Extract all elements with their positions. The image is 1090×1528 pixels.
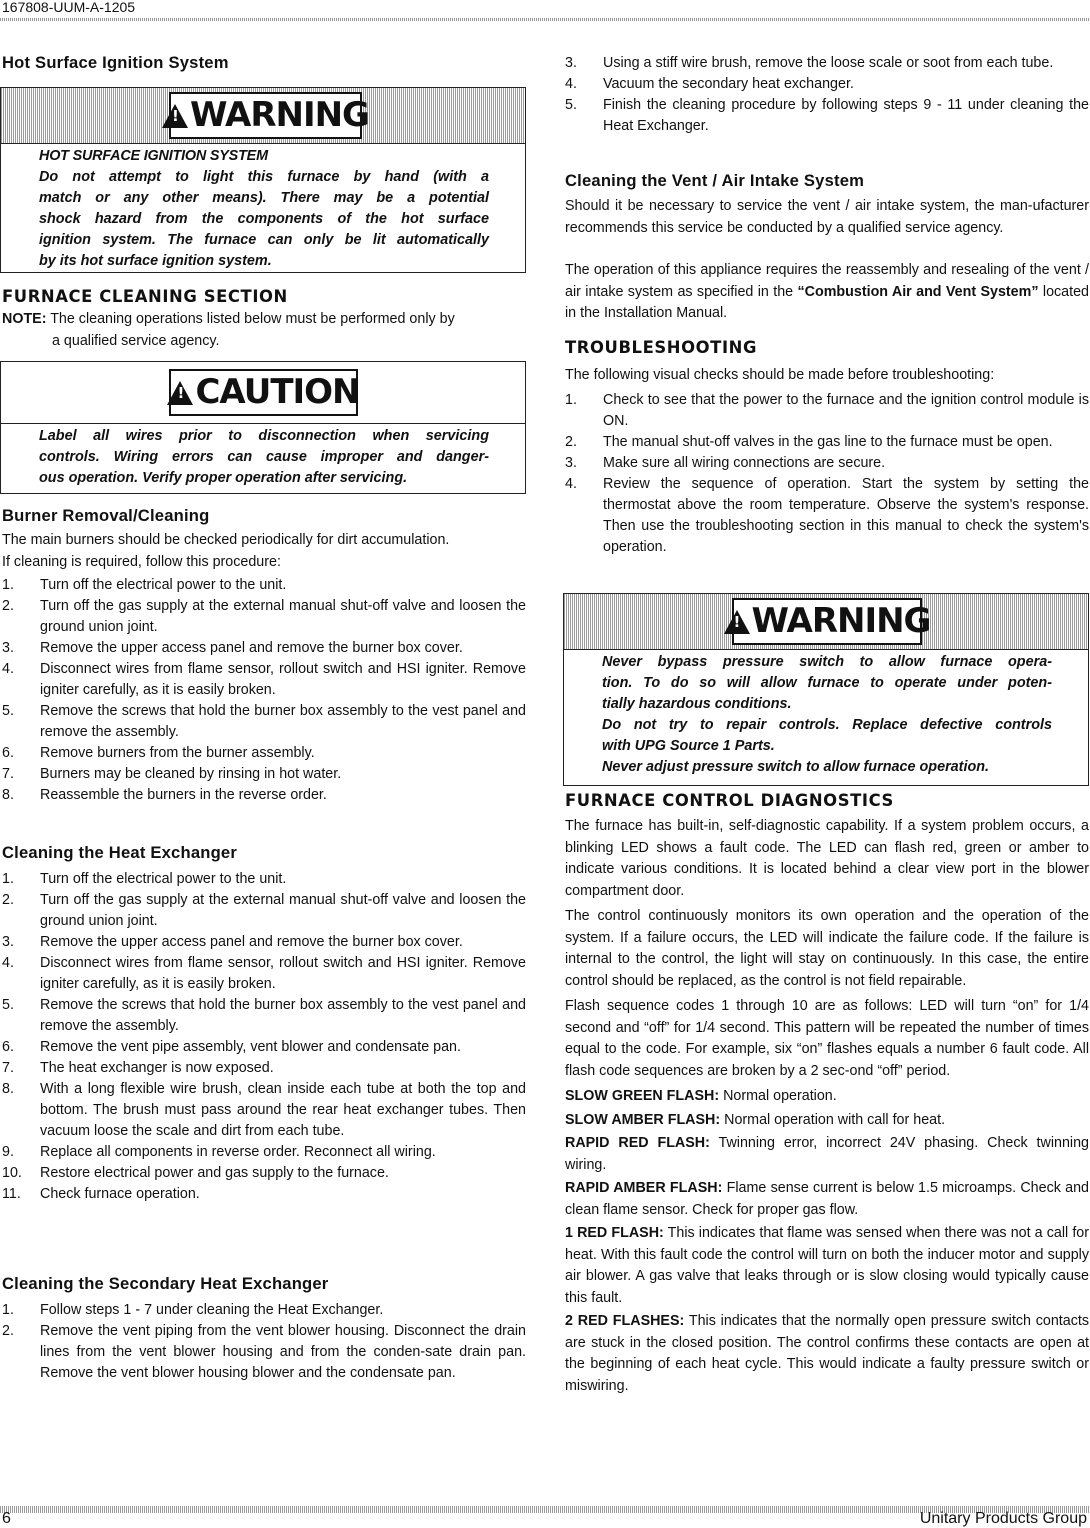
caution-line: controls. Wiring errors can cause improper and danger-	[39, 449, 489, 465]
document-id: 167808-UUM-A-1205	[2, 0, 136, 15]
step-number: 3.	[565, 455, 577, 471]
step-number: 3.	[2, 640, 14, 656]
step-number: 7.	[2, 1060, 14, 1076]
hsi-title: Hot Surface Ignition System	[2, 53, 229, 72]
list-item	[2, 1321, 526, 1384]
note-text-2: a qualified service agency.	[52, 332, 220, 349]
flash-code-label: RAPID RED FLASH:	[565, 1135, 710, 1151]
caution-line: Label all wires prior to disconnection when servicing	[39, 428, 489, 444]
burner-intro	[2, 530, 526, 573]
warning-band	[1, 88, 525, 144]
step-text: The manual shut-off valves in the gas line to the furnace must be open.	[603, 434, 1053, 450]
header-rule	[0, 18, 1090, 21]
step-text: Turn off the electrical power to the unit.	[40, 577, 287, 593]
warning-badge	[169, 92, 369, 139]
list-item	[2, 638, 526, 659]
company-name: Unitary Products Group	[919, 1510, 1087, 1527]
flash-code-label: RAPID AMBER FLASH:	[565, 1180, 723, 1196]
step-number: 6.	[2, 745, 14, 761]
vent-title: Cleaning the Vent / Air Intake System	[565, 171, 865, 190]
step-number: 8.	[2, 1081, 14, 1097]
diagnostics-paragraph: The furnace has built-in, self-diagnostic capability. If a system problem occurs, a blinking LED shows a fault code. The LED can flash red, green or amber to indicate various conditions. It is located behind a clear view port in the blower compartment door.	[565, 818, 1089, 899]
step-number: 5.	[2, 997, 14, 1013]
step-number: 6.	[2, 1039, 14, 1055]
warning-line: tion. To do so will allow furnace to operate under poten-	[602, 675, 1052, 691]
list-item	[565, 390, 1089, 432]
list-item	[2, 1079, 526, 1142]
step-number: 5.	[2, 703, 14, 719]
list-item	[565, 53, 1089, 74]
caution-label: CAUTION	[195, 372, 360, 412]
step-text: Check furnace operation.	[40, 1186, 200, 1202]
list-item	[2, 596, 526, 638]
flash-code-entry	[565, 1133, 1089, 1176]
step-text: Turn off the gas supply at the external manual shut-off valve and loosen the ground union joint.	[40, 892, 526, 929]
step-number: 2.	[2, 892, 14, 908]
step-number: 4.	[565, 476, 577, 492]
caution-line: ous operation. Verify proper operation after servicing.	[39, 470, 408, 486]
note-text: The cleaning operations listed below must be performed only by	[50, 311, 455, 327]
flash-code-entry	[565, 1086, 1089, 1108]
warning-line: Never bypass pressure switch to allow furnace opera-	[602, 654, 1052, 670]
flash-code-label: 2 RED FLASHES:	[565, 1313, 685, 1329]
step-text: Restore electrical power and gas supply to the furnace.	[40, 1165, 389, 1181]
warning-line: tially hazardous conditions.	[602, 696, 792, 712]
list-item	[2, 1163, 526, 1184]
page-number: 6	[2, 1510, 11, 1527]
diagnostics-paragraph: Flash sequence codes 1 through 10 are as follows: LED will turn “on” for 1/4 second and “off” for 1/4 second. This pattern will be repeated the number of times equal to the code. For example, six “on” flashes equals a number 6 fault code. All flash code sequences are broken by a 2 sec-ond “off” period.	[565, 998, 1089, 1079]
note-label: NOTE:	[2, 311, 47, 327]
vent-paragraph-2	[565, 260, 1089, 325]
burner-intro-line: If cleaning is required, follow this procedure:	[2, 553, 281, 570]
list-item	[565, 74, 1089, 95]
step-number: 1.	[2, 577, 14, 593]
step-text: Remove the upper access panel and remove the burner box cover.	[40, 640, 463, 656]
secondary-hx-title: Cleaning the Secondary Heat Exchanger	[2, 1274, 329, 1293]
caution-badge	[169, 369, 358, 416]
troubleshooting-title: TROUBLESHOOTING	[565, 338, 758, 357]
troubleshooting-intro: The following visual checks should be made before troubleshooting:	[565, 367, 995, 383]
list-item	[2, 932, 526, 953]
flash-code-entry	[565, 1311, 1089, 1397]
warning-line: Never adjust pressure switch to allow furnace operation.	[602, 759, 990, 775]
step-text: Burners may be cleaned by rinsing in hot water.	[40, 766, 342, 782]
list-item	[2, 1142, 526, 1163]
warning-box-controls	[563, 593, 1089, 786]
warning-box-hsi	[0, 87, 526, 273]
list-item	[2, 1037, 526, 1058]
list-item	[2, 953, 526, 995]
list-item	[565, 432, 1089, 453]
warning-line: HOT SURFACE IGNITION SYSTEM	[39, 148, 268, 164]
step-text: Remove the upper access panel and remove the burner box cover.	[40, 934, 463, 950]
heat-exchanger-steps	[2, 869, 526, 1205]
list-item	[2, 869, 526, 890]
warning-text	[39, 146, 489, 272]
step-text: With a long flexible wire brush, clean inside each tube at both the top and bottom. The brush must pass around the rear heat exchanger tubes. Then vacuum loose the scale and dirt from each tube.	[40, 1081, 526, 1139]
warning-line: Do not try to repair controls. Replace defective controls	[602, 717, 1052, 733]
step-text: Vacuum the secondary heat exchanger.	[603, 76, 854, 92]
list-item	[2, 701, 526, 743]
flash-code-description: This indicates that the normally open pressure switch contacts are stuck in the closed position. The control confirms these contacts are open at the beginning of each heat cycle. This would indicate a faulty pressure switch or miswiring.	[565, 1313, 1089, 1394]
flash-code-entry	[565, 1223, 1089, 1309]
step-number: 4.	[2, 955, 14, 971]
flash-code-label: SLOW GREEN FLASH:	[565, 1088, 720, 1104]
step-number: 9.	[2, 1144, 14, 1160]
step-number: 11.	[2, 1186, 21, 1202]
list-item	[2, 764, 526, 785]
flash-code-description: This indicates that flame was sensed when there was not a call for heat. With this fault code the control will turn on both the inducer motor and supply air blower. A gas valve that leaks through or is slow closing would typically cause this fault.	[565, 1225, 1090, 1306]
heat-exchanger-title: Cleaning the Heat Exchanger	[2, 843, 238, 862]
step-text: Turn off the electrical power to the unit.	[40, 871, 287, 887]
cleaning-note	[2, 309, 526, 352]
flash-code-entry	[565, 1178, 1089, 1221]
step-text: Remove the screws that hold the burner box assembly to the vest panel and remove the assembly.	[40, 997, 526, 1034]
list-item	[2, 1300, 526, 1321]
list-item	[2, 575, 526, 596]
step-number: 3.	[2, 934, 14, 950]
warning-line: shock hazard from the components of the hot surface	[39, 211, 489, 227]
step-text: Follow steps 1 - 7 under cleaning the Heat Exchanger.	[40, 1302, 384, 1318]
step-text: Remove the vent pipe assembly, vent blower and condensate pan.	[40, 1039, 461, 1055]
step-text: Disconnect wires from flame sensor, rollout switch and HSI igniter. Remove igniter carefully, as it is easily broken.	[40, 661, 526, 698]
burner-steps	[2, 575, 526, 806]
step-text: Finish the cleaning procedure by following steps 9 - 11 under cleaning the Heat Exchanger.	[603, 97, 1089, 134]
vent-reference: “Combustion Air and Vent System”	[797, 283, 1039, 300]
caution-box	[0, 361, 526, 494]
vent-paragraph-1: Should it be necessary to service the vent / air intake system, the man-ufacturer recommends this service be conducted by a qualified service agency.	[565, 198, 1089, 236]
step-number: 1.	[2, 871, 14, 887]
caution-band	[1, 362, 525, 424]
list-item	[565, 95, 1089, 137]
warning-line: with UPG Source 1 Parts.	[602, 738, 775, 754]
warning-line: by its hot surface ignition system.	[39, 253, 272, 269]
cleaning-section-title: FURNACE CLEANING SECTION	[2, 287, 288, 306]
step-text: Review the sequence of operation. Start the system by setting the thermostat above the room temperature. Observe the system's response. Then use the troubleshooting section in this manual to check the system's operation.	[603, 476, 1089, 555]
step-text: Check to see that the power to the furnace and the ignition control module is ON.	[603, 392, 1089, 429]
warning-label: WARNING	[190, 95, 369, 135]
list-item	[565, 474, 1089, 558]
burner-intro-line: The main burners should be checked periodically for dirt accumulation.	[2, 532, 450, 548]
diagnostics-paragraph: The control continuously monitors its own operation and the operation of the system. If a failure occurs, the LED will indicate the failure code. If the failure is internal to the control, the light will stay on continuously. In this case, the entire control should be replaced, as the control is not field repairable.	[565, 908, 1089, 989]
step-number: 2.	[2, 598, 14, 614]
step-text: The heat exchanger is now exposed.	[40, 1060, 274, 1076]
warning-badge	[732, 598, 931, 645]
step-text: Replace all components in reverse order. Reconnect all wiring.	[40, 1144, 436, 1160]
caution-text	[39, 426, 489, 489]
flash-code-description: Normal operation with call for heat.	[724, 1111, 946, 1128]
step-number: 4.	[565, 76, 577, 92]
step-number: 1.	[565, 392, 577, 408]
step-text: Make sure all wiring connections are secure.	[603, 455, 886, 471]
flash-code-label: SLOW AMBER FLASH:	[565, 1111, 721, 1128]
flash-code-description: Flame sense current is below 1.5 microamps. Check and clean flame sensor. Check for proper gas flow.	[565, 1180, 1089, 1218]
warning-label: WARNING	[751, 601, 931, 641]
vent-text: The operation of this appliance requires the reassembly and resealing of the vent / air intake system as specified in the	[565, 262, 1089, 300]
list-item	[565, 453, 1089, 474]
list-item	[2, 1058, 526, 1079]
step-text: Using a stiff wire brush, remove the loose scale or soot from each tube.	[603, 55, 1054, 71]
list-item	[2, 1184, 526, 1205]
troubleshooting-steps	[565, 390, 1089, 558]
list-item	[2, 659, 526, 701]
secondary-hx-steps-continued	[565, 53, 1089, 137]
step-number: 4.	[2, 661, 14, 677]
step-text: Turn off the gas supply at the external manual shut-off valve and loosen the ground union joint.	[40, 598, 526, 635]
step-number: 8.	[2, 787, 14, 803]
list-item	[2, 995, 526, 1037]
list-item	[2, 890, 526, 932]
flash-code-description: Normal operation.	[723, 1088, 837, 1104]
warning-triangle-icon	[724, 610, 750, 634]
step-number: 3.	[565, 55, 577, 71]
vent-text-end: located in the Installation Manual.	[565, 283, 1089, 321]
step-number: 2.	[2, 1323, 14, 1339]
caution-triangle-icon	[167, 381, 193, 405]
secondary-hx-steps	[2, 1300, 526, 1384]
flash-code-label: 1 RED FLASH:	[565, 1225, 664, 1241]
step-number: 10.	[2, 1165, 22, 1181]
step-text: Disconnect wires from flame sensor, rollout switch and HSI igniter. Remove igniter carefully, as it is easily broken.	[40, 955, 526, 992]
step-number: 5.	[565, 97, 577, 113]
flash-code-list	[565, 1086, 1089, 1397]
warning-band	[564, 594, 1088, 650]
warning-text	[602, 652, 1052, 778]
step-text: Reassemble the burners in the reverse order.	[40, 787, 327, 803]
diagnostics-title: FURNACE CONTROL DIAGNOSTICS	[565, 791, 894, 810]
step-number: 7.	[2, 766, 14, 782]
flash-code-entry	[565, 1110, 1089, 1132]
step-number: 1.	[2, 1302, 14, 1318]
warning-line: Do not attempt to light this furnace by hand (with a	[39, 169, 489, 185]
warning-line: match or any other means). There may be a potential	[39, 190, 489, 206]
step-text: Remove the screws that hold the burner box assembly to the vest panel and remove the assembly.	[40, 703, 526, 740]
warning-line: ignition system. The furnace can only be lit automatically	[39, 232, 489, 248]
list-item	[2, 743, 526, 764]
warning-triangle-icon	[162, 104, 188, 128]
flash-code-description: Twinning error, incorrect 24V phasing. Check twinning wiring.	[565, 1135, 1090, 1173]
step-text: Remove burners from the burner assembly.	[40, 745, 315, 761]
diagnostics-body	[565, 816, 1089, 1399]
burner-title: Burner Removal/Cleaning	[2, 506, 210, 525]
list-item	[2, 785, 526, 806]
step-number: 2.	[565, 434, 577, 450]
step-text: Remove the vent piping from the vent blower housing. Disconnect the drain lines from the vent blower housing and from the conden-sate drain pan. Remove the vent blower housing blower and the condensate pan.	[40, 1323, 526, 1381]
